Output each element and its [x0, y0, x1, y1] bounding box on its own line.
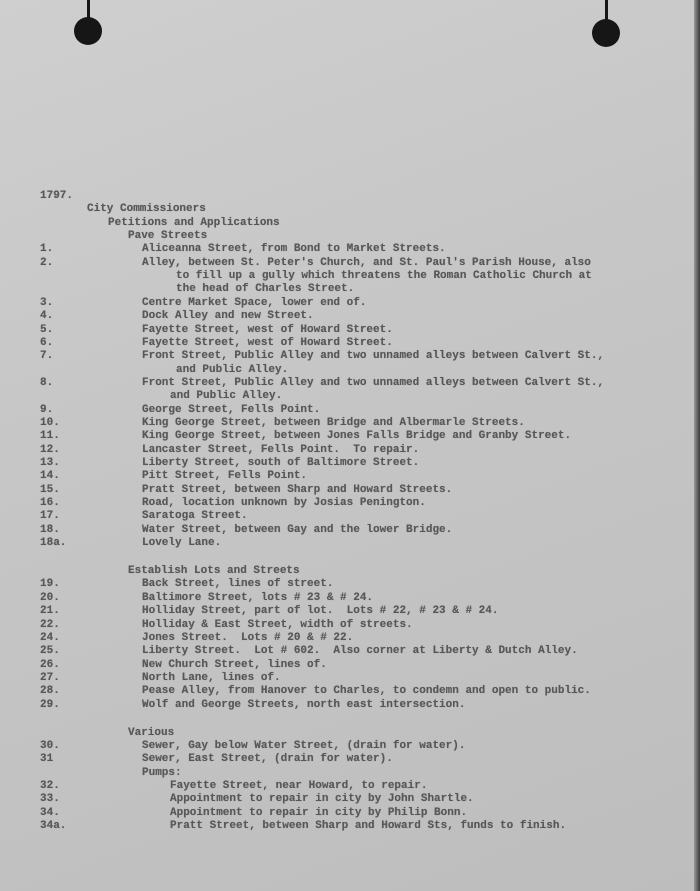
item-number: 19. — [40, 578, 60, 591]
page-edge — [694, 0, 700, 891]
item-number: 33. — [40, 793, 60, 806]
item-text: King George Street, between Jones Falls Bridge and Granby Street. — [142, 430, 572, 443]
item-text: George Street, Fells Point. — [142, 403, 321, 416]
item-text: Liberty Street, south of Baltimore Street. — [142, 457, 420, 469]
hole-punch-right — [592, 19, 620, 47]
item-number: 16. — [40, 497, 60, 510]
item-number: 14. — [40, 470, 60, 483]
item-text: Alley, between St. Peter's Church, and St. Paul's Parish House, also — [142, 256, 591, 269]
document-heading: City Commissioners — [87, 203, 206, 216]
item-number: 10. — [40, 416, 60, 429]
item-text: New Church Street, lines of. — [142, 658, 327, 671]
item-text: Back Street, lines of street. — [142, 578, 334, 591]
item-text: Road, location unknown by Josias Penington. — [142, 497, 426, 510]
item-text: Baltimore Street, lots # 23 & # 24. — [142, 591, 374, 604]
item-text-continuation: to fill up a gully which threatens the Roman Catholic Church at — [176, 270, 592, 283]
item-text: Centre Market Space, lower end of. — [142, 296, 367, 309]
item-number: 21. — [40, 605, 60, 618]
item-number: 26. — [40, 658, 60, 671]
item-number: 2. — [40, 256, 54, 269]
item-text: Lovely Lane. — [142, 537, 222, 550]
item-text: Dock Alley and new Street. — [142, 310, 314, 323]
item-number: 31 — [40, 753, 54, 766]
item-number: 5. — [40, 323, 54, 336]
item-number: 32. — [40, 780, 60, 793]
item-text: Front Street, Public Alley and two unnamed alleys between Calvert St., — [142, 376, 605, 389]
item-text-continuation: and Public Alley. — [176, 363, 289, 376]
item-text: Pumps: — [142, 766, 182, 779]
item-number: 34. — [40, 806, 60, 819]
item-number: 22. — [40, 618, 60, 631]
section-title: Pave Streets — [128, 230, 208, 243]
item-number: 13. — [40, 457, 60, 469]
item-text: Wolf and George Streets, north east intersection. — [142, 698, 466, 711]
item-text: Saratoga Street. — [142, 510, 248, 523]
item-text: Holliday Street, part of lot. Lots # 22, # 23 & # 24. — [142, 605, 499, 618]
item-number: 34a. — [40, 820, 67, 833]
item-text: Appointment to repair in city by Philip Bonn. — [170, 806, 468, 819]
item-number: 6. — [40, 336, 54, 349]
item-number: 20. — [40, 591, 60, 604]
item-text: Sewer, Gay below Water Street, (drain for water). — [142, 740, 466, 753]
document-year: 1797. — [40, 190, 74, 202]
item-number: 1. — [40, 243, 54, 256]
item-text: North Lane, lines of. — [142, 671, 281, 684]
item-text: Front Street, Public Alley and two unnamed alleys between Calvert St., — [142, 350, 605, 363]
hole-punch-left — [74, 17, 102, 45]
document-subheading: Petitions and Applications — [108, 216, 280, 229]
item-text: Pitt Street, Fells Point. — [142, 470, 308, 483]
item-number: 18a. — [40, 537, 67, 550]
item-text: Appointment to repair in city by John Shartle. — [170, 793, 474, 806]
item-number: 4. — [40, 310, 54, 323]
item-number: 12. — [40, 443, 60, 456]
item-text: Sewer, East Street, (drain for water). — [142, 753, 393, 766]
item-number: 25. — [40, 645, 60, 658]
item-number: 18. — [40, 523, 60, 536]
item-text: Pratt Street, between Sharp and Howard Streets. — [142, 483, 453, 496]
item-text: Pratt Street, between Sharp and Howard Sts, funds to finish. — [170, 820, 567, 833]
item-text: Fayette Street, west of Howard Street. — [142, 323, 393, 336]
item-text: Liberty Street. Lot # 602. Also corner at Liberty & Dutch Alley. — [142, 645, 578, 658]
item-text: Water Street, between Gay and the lower Bridge. — [142, 523, 453, 536]
item-number: 15. — [40, 483, 60, 496]
item-number: 29. — [40, 698, 60, 711]
item-number: 7. — [40, 350, 54, 363]
item-number: 28. — [40, 685, 60, 698]
item-text: Pease Alley, from Hanover to Charles, to condemn and open to public. — [142, 685, 591, 698]
section-title: Various — [128, 726, 175, 739]
item-text-continuation: the head of Charles Street. — [176, 283, 355, 296]
item-text: Fayette Street, west of Howard Street. — [142, 336, 393, 349]
item-number: 8. — [40, 376, 54, 389]
item-text-continuation: and Public Alley. — [170, 390, 283, 403]
item-number: 24. — [40, 631, 60, 644]
item-number: 3. — [40, 296, 54, 309]
item-number: 17. — [40, 510, 60, 523]
item-number: 11. — [40, 430, 60, 443]
item-text: Holliday & East Street, width of streets. — [142, 618, 413, 631]
item-text: Lancaster Street, Fells Point. To repair. — [142, 443, 420, 456]
item-text: King George Street, between Bridge and Albermarle Streets. — [142, 416, 525, 429]
item-number: 9. — [40, 403, 54, 416]
item-text: Fayette Street, near Howard, to repair. — [170, 780, 428, 793]
item-text: Jones Street. Lots # 20 & # 22. — [142, 631, 354, 644]
section-title: Establish Lots and Streets — [128, 565, 300, 578]
item-number: 27. — [40, 671, 60, 684]
item-text: Aliceanna Street, from Bond to Market Streets. — [142, 243, 446, 256]
item-number: 30. — [40, 740, 60, 753]
